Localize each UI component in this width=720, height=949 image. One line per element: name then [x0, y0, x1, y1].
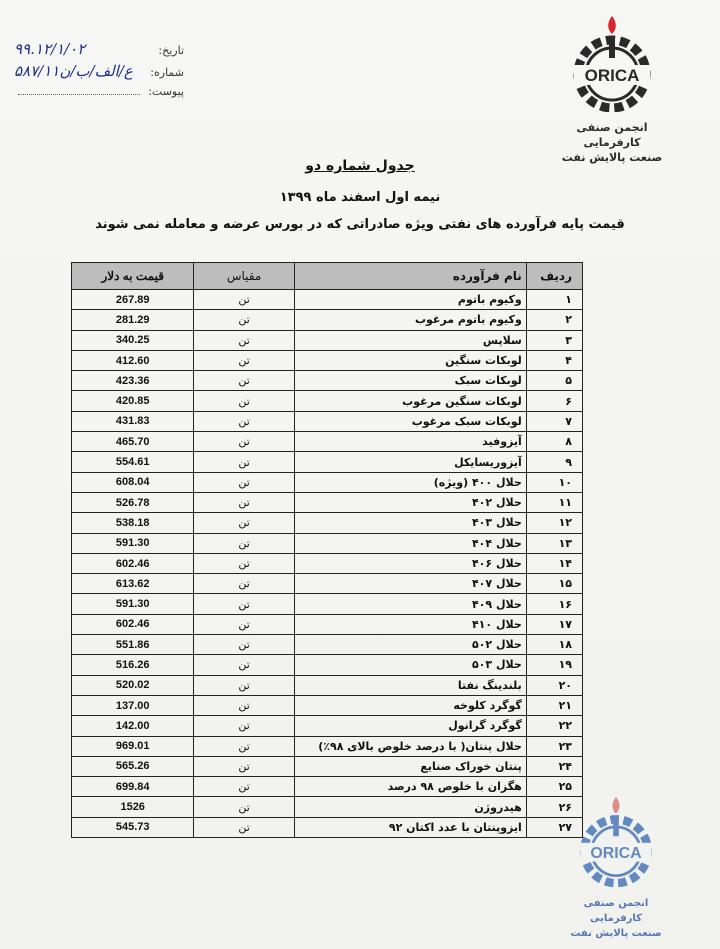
unit-cell: تن: [194, 492, 294, 512]
unit-cell: تن: [194, 533, 294, 553]
price-cell: 431.83: [72, 411, 194, 431]
product-name-cell: حلال ۴۰۷: [294, 574, 526, 594]
gear-flame-icon: [564, 12, 660, 112]
price-cell: 538.18: [72, 513, 194, 533]
table-row: [72, 716, 583, 736]
header-product: نام فرآورده: [294, 263, 526, 290]
table-row: [72, 411, 583, 431]
product-name-cell: حلال ۴۰۹: [294, 594, 526, 614]
attachment-dots: [18, 84, 140, 95]
table-row: [72, 574, 583, 594]
table-row: [72, 635, 583, 655]
row-number-cell: ۲۳: [526, 736, 582, 756]
row-number-cell: ۲۲: [526, 716, 582, 736]
product-name-cell: گوگرد گرانول: [294, 716, 526, 736]
table-row: [72, 817, 583, 837]
price-cell: 412.60: [72, 350, 194, 370]
price-cell: 602.46: [72, 553, 194, 573]
number-row: [14, 62, 184, 84]
product-name-cell: حلال ۴۰۰ (ویژه): [294, 472, 526, 492]
unit-cell: تن: [194, 675, 294, 695]
header-row-no: ردیف: [526, 263, 582, 290]
unit-cell: تن: [194, 391, 294, 411]
unit-cell: تن: [194, 472, 294, 492]
table-row: [72, 350, 583, 370]
table-row: [72, 330, 583, 350]
price-cell: 516.26: [72, 655, 194, 675]
bottom-orica-logo: [564, 792, 668, 941]
table-row: [72, 695, 583, 715]
table-description: قیمت پایه فرآورده های نفتی ویژه صادراتی که در بورس عرضه و معامله نمی شوند: [95, 217, 625, 232]
gear-flame-stamp-icon: [571, 792, 661, 888]
row-number-cell: ۱۹: [526, 655, 582, 675]
row-number-cell: ۹: [526, 452, 582, 472]
logo-text: ORICA: [584, 66, 640, 85]
price-cell: 520.02: [72, 675, 194, 695]
table-title: جدول شماره دو: [305, 158, 415, 174]
table-row: [72, 452, 583, 472]
unit-cell: تن: [194, 716, 294, 736]
table-row: [72, 797, 583, 817]
unit-cell: تن: [194, 635, 294, 655]
row-number-cell: ۱۱: [526, 492, 582, 512]
table-row: [72, 513, 583, 533]
product-name-cell: وکیوم باتوم: [294, 290, 526, 310]
unit-cell: تن: [194, 777, 294, 797]
row-number-cell: ۱۸: [526, 635, 582, 655]
row-number-cell: ۸: [526, 432, 582, 452]
price-cell: 1526: [72, 797, 194, 817]
product-name-cell: حلال پنتان( با درصد خلوص بالای ۹۸٪): [294, 736, 526, 756]
header-unit: مقیاس: [194, 263, 294, 290]
product-name-cell: ایزوپنتان با عدد اکتان ۹۲: [294, 817, 526, 837]
product-name-cell: گوگرد کلوخه: [294, 695, 526, 715]
row-number-cell: ۱۶: [526, 594, 582, 614]
product-name-cell: حلال ۵۰۳: [294, 655, 526, 675]
unit-cell: تن: [194, 797, 294, 817]
period-subtitle: نیمه اول اسفند ماه ۱۳۹۹: [279, 190, 441, 205]
price-cell: 340.25: [72, 330, 194, 350]
number-value: ۵۸۷/۱۱ع/الف/ب/ن: [14, 62, 133, 80]
row-number-cell: ۴: [526, 350, 582, 370]
product-name-cell: حلال ۴۰۶: [294, 553, 526, 573]
bottom-org-line-1: انجمن صنفی کارفرمایی: [583, 898, 649, 924]
row-number-cell: ۲۶: [526, 797, 582, 817]
table-row: [72, 492, 583, 512]
date-value: ۹۹.۱۲/۱/۰۲: [14, 40, 86, 58]
table-row: [72, 736, 583, 756]
unit-cell: تن: [194, 817, 294, 837]
table-row: [72, 310, 583, 330]
price-cell: 969.01: [72, 736, 194, 756]
product-name-cell: حلال ۵۰۲: [294, 635, 526, 655]
product-name-cell: آیزوریسایکل: [294, 452, 526, 472]
date-row: [14, 40, 184, 62]
price-cell: 591.30: [72, 594, 194, 614]
org-line-1: انجمن صنفی کارفرمایی: [576, 121, 648, 149]
price-cell: 420.85: [72, 391, 194, 411]
row-number-cell: ۲۷: [526, 817, 582, 837]
row-number-cell: ۶: [526, 391, 582, 411]
unit-cell: تن: [194, 756, 294, 776]
price-cell: 554.61: [72, 452, 194, 472]
row-number-cell: ۱۰: [526, 472, 582, 492]
bottom-org-name: [564, 896, 668, 941]
row-number-cell: ۱۳: [526, 533, 582, 553]
row-number-cell: ۵: [526, 371, 582, 391]
table-row: [72, 777, 583, 797]
unit-cell: تن: [194, 350, 294, 370]
price-cell: 465.70: [72, 432, 194, 452]
product-name-cell: هیدروژن: [294, 797, 526, 817]
table-row: [72, 391, 583, 411]
row-number-cell: ۲۵: [526, 777, 582, 797]
row-number-cell: ۱: [526, 290, 582, 310]
unit-cell: تن: [194, 574, 294, 594]
table-header-row: [72, 263, 583, 290]
row-number-cell: ۱۷: [526, 614, 582, 634]
product-name-cell: حلال ۴۰۲: [294, 492, 526, 512]
attachment-label: پیوست:: [148, 85, 184, 98]
price-cell: 545.73: [72, 817, 194, 837]
number-label: شماره:: [150, 66, 184, 79]
unit-cell: تن: [194, 736, 294, 756]
date-label: تاریخ:: [158, 44, 184, 57]
price-cell: 602.46: [72, 614, 194, 634]
price-cell: 526.78: [72, 492, 194, 512]
unit-cell: تن: [194, 432, 294, 452]
table-row: [72, 614, 583, 634]
bottom-logo-text: ORICA: [590, 844, 642, 862]
price-cell: 608.04: [72, 472, 194, 492]
unit-cell: تن: [194, 655, 294, 675]
unit-cell: تن: [194, 513, 294, 533]
product-name-cell: سلاپس: [294, 330, 526, 350]
row-number-cell: ۲۴: [526, 756, 582, 776]
table-row: [72, 594, 583, 614]
unit-cell: تن: [194, 411, 294, 431]
price-table-wrapper: [71, 262, 583, 838]
product-name-cell: بلندینگ نفتا: [294, 675, 526, 695]
product-name-cell: لوبکات سبک: [294, 371, 526, 391]
unit-cell: تن: [194, 310, 294, 330]
attachment-row: [14, 84, 184, 106]
price-cell: 551.86: [72, 635, 194, 655]
price-cell: 613.62: [72, 574, 194, 594]
unit-cell: تن: [194, 452, 294, 472]
document-titles: [0, 158, 720, 232]
product-name-cell: حلال ۴۰۴: [294, 533, 526, 553]
price-cell: 699.84: [72, 777, 194, 797]
header-price: قیمت به دلار: [72, 263, 194, 290]
row-number-cell: ۲۱: [526, 695, 582, 715]
unit-cell: تن: [194, 371, 294, 391]
table-row: [72, 553, 583, 573]
table-row: [72, 675, 583, 695]
table-row: [72, 756, 583, 776]
row-number-cell: ۳: [526, 330, 582, 350]
table-row: [72, 655, 583, 675]
price-cell: 137.00: [72, 695, 194, 715]
unit-cell: تن: [194, 290, 294, 310]
row-number-cell: ۱۴: [526, 553, 582, 573]
unit-cell: تن: [194, 695, 294, 715]
product-name-cell: لوبکات سنگین مرغوب: [294, 391, 526, 411]
table-row: [72, 533, 583, 553]
price-table: [71, 262, 583, 838]
row-number-cell: ۷: [526, 411, 582, 431]
table-row: [72, 371, 583, 391]
price-cell: 565.26: [72, 756, 194, 776]
row-number-cell: ۲: [526, 310, 582, 330]
product-name-cell: حلال ۴۰۳: [294, 513, 526, 533]
product-name-cell: لوبکات سبک مرغوب: [294, 411, 526, 431]
table-row: [72, 472, 583, 492]
unit-cell: تن: [194, 614, 294, 634]
price-cell: 281.29: [72, 310, 194, 330]
product-name-cell: آیزوفید: [294, 432, 526, 452]
price-cell: 142.00: [72, 716, 194, 736]
org-line-2: صنعت پالایش نفت: [561, 151, 663, 164]
unit-cell: تن: [194, 594, 294, 614]
table-body: [72, 290, 583, 838]
row-number-cell: ۲۰: [526, 675, 582, 695]
row-number-cell: ۱۲: [526, 513, 582, 533]
product-name-cell: حلال ۴۱۰: [294, 614, 526, 634]
product-name-cell: لوبکات سنگین: [294, 350, 526, 370]
unit-cell: تن: [194, 553, 294, 573]
price-cell: 267.89: [72, 290, 194, 310]
price-cell: 423.36: [72, 371, 194, 391]
product-name-cell: پنتان خوراک صنایع: [294, 756, 526, 776]
orica-logo: [560, 12, 664, 165]
table-row: [72, 290, 583, 310]
bottom-org-line-2: صنعت پالایش نفت: [570, 928, 662, 939]
product-name-cell: وکیوم باتوم مرغوب: [294, 310, 526, 330]
price-cell: 591.30: [72, 533, 194, 553]
row-number-cell: ۱۵: [526, 574, 582, 594]
product-name-cell: هگزان با خلوص ۹۸ درصد: [294, 777, 526, 797]
table-row: [72, 432, 583, 452]
letterhead-meta: [14, 40, 184, 106]
unit-cell: تن: [194, 330, 294, 350]
